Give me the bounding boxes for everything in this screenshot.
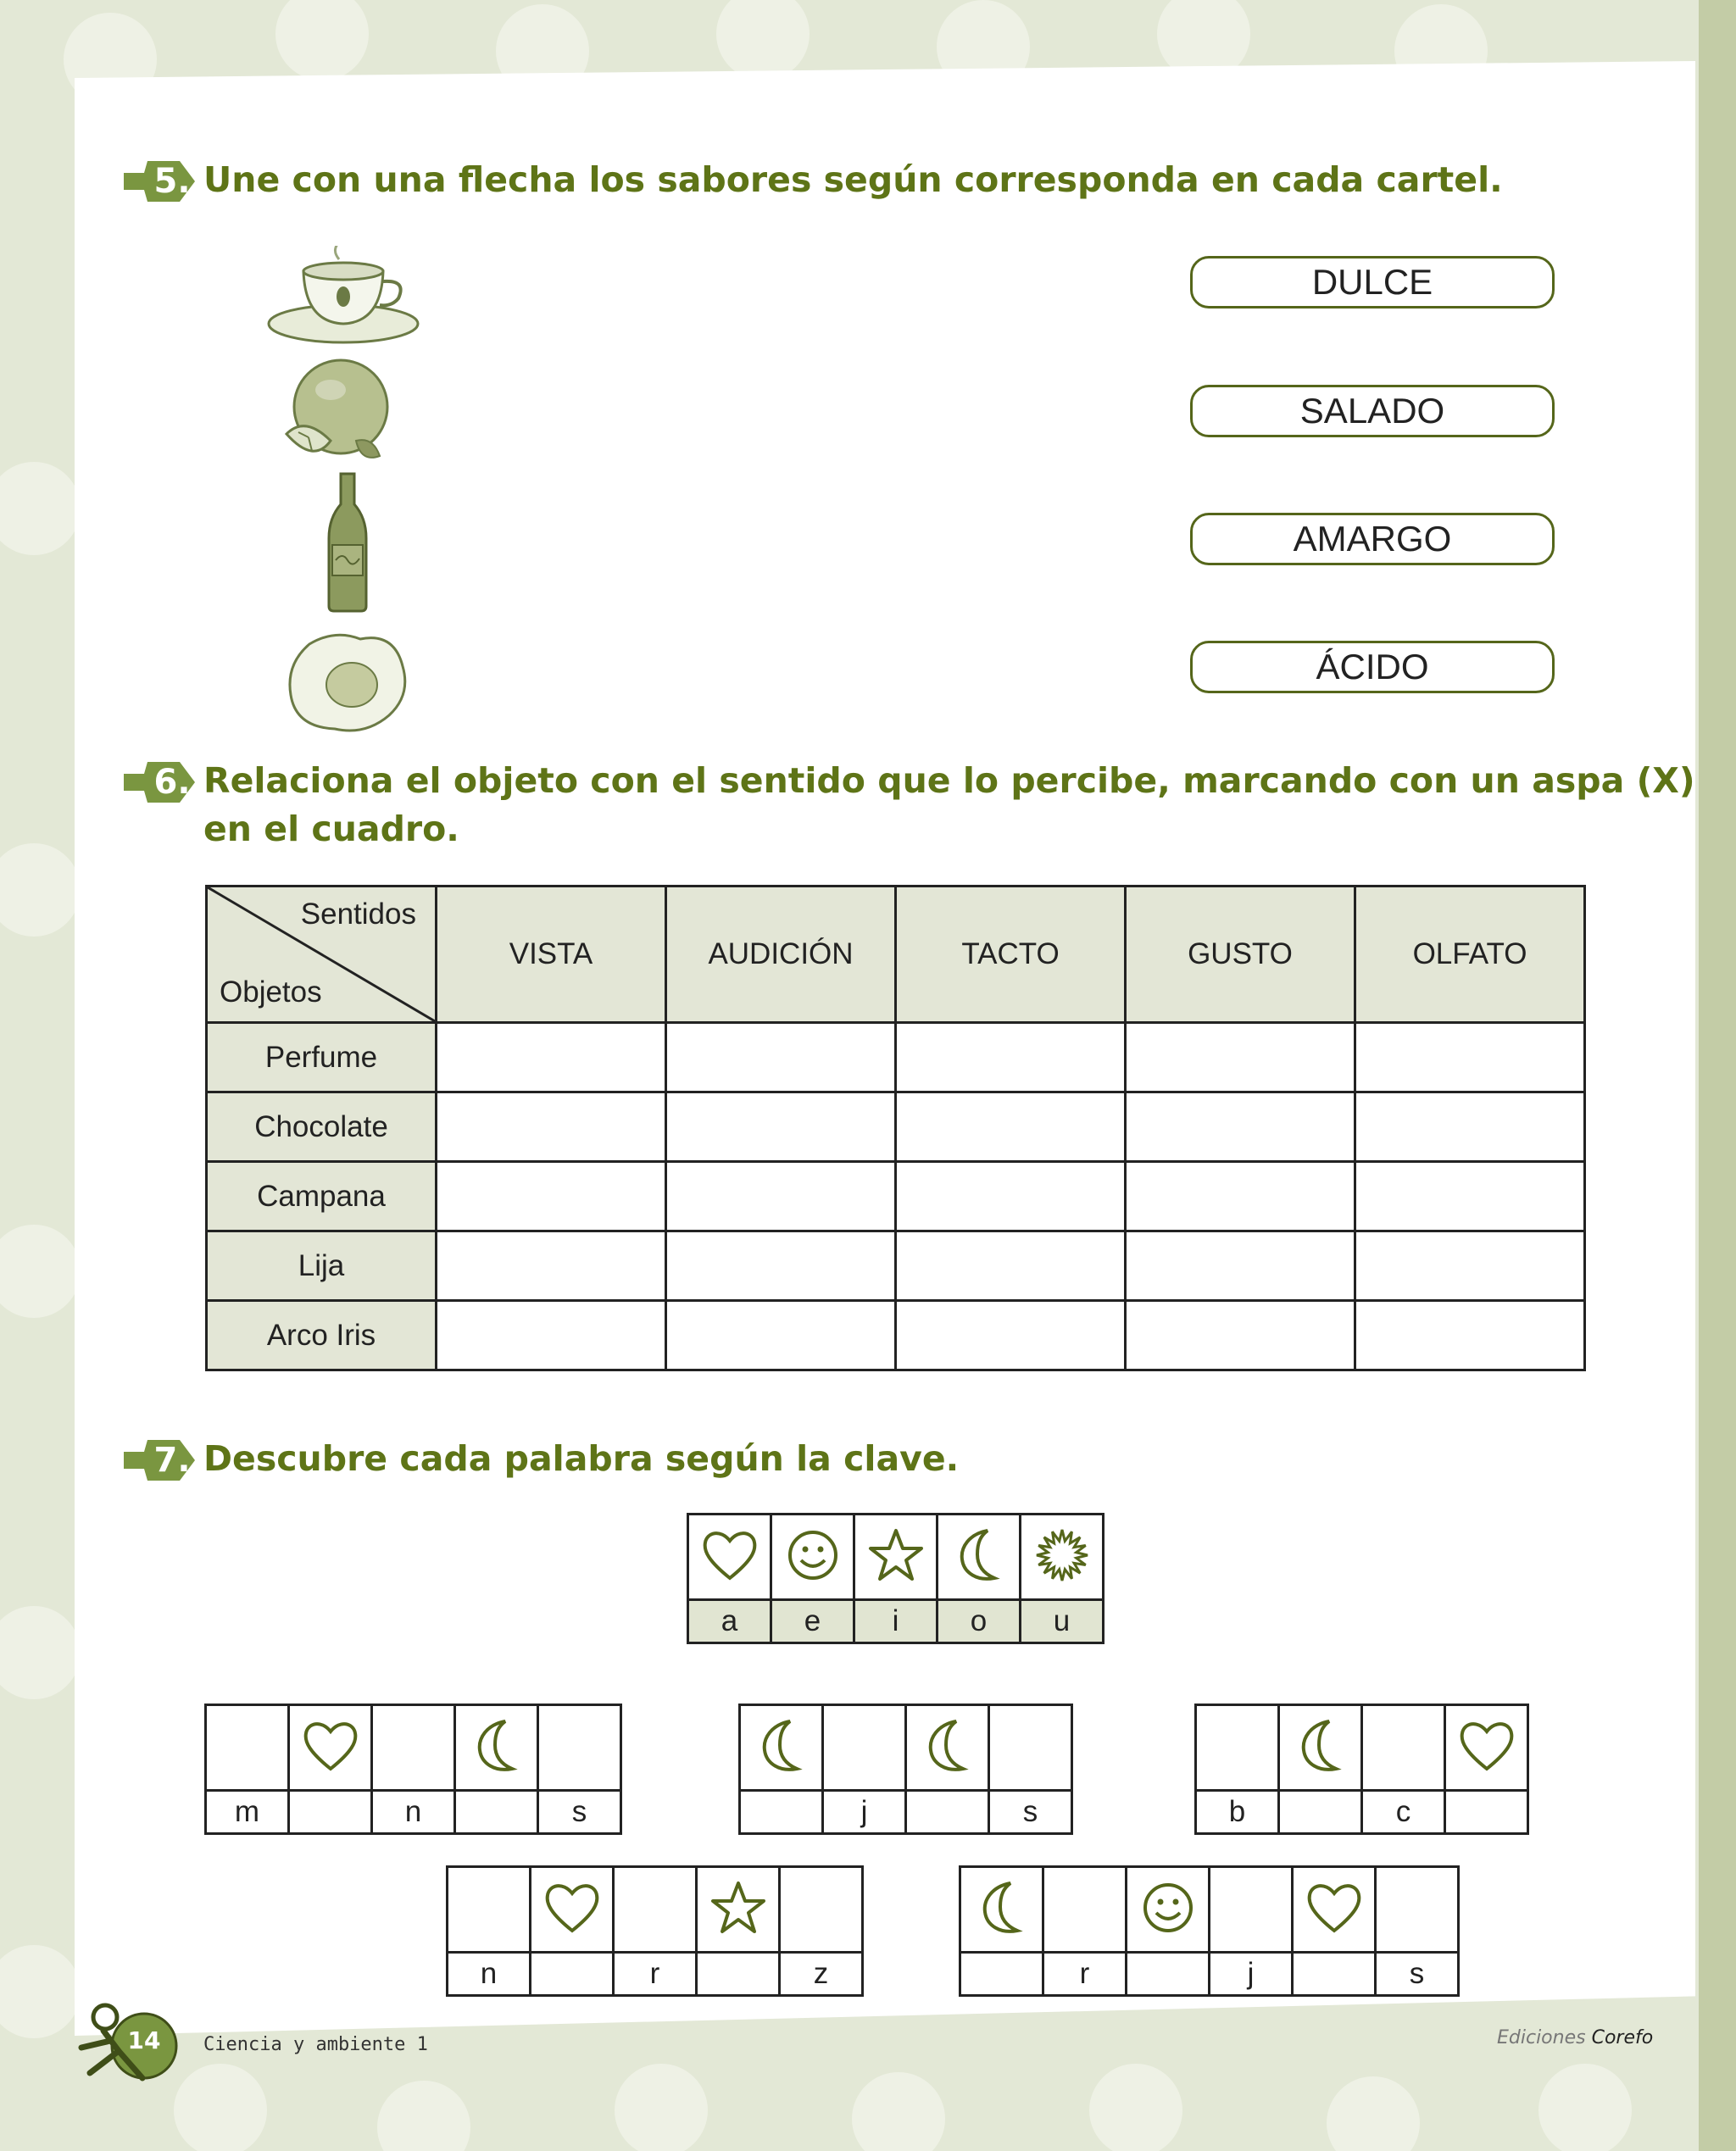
exercise-5-badge (119, 156, 200, 207)
key-letter: u (1021, 1600, 1104, 1643)
corner-senses-label: Sentidos (300, 898, 416, 931)
publisher-credit (1497, 2027, 1653, 2048)
fried-egg-icon (284, 627, 411, 737)
page-number: 14 (127, 2026, 161, 2054)
blank-letter-cell[interactable] (1127, 1953, 1210, 1996)
row-label-arco-iris: Arco Iris (207, 1301, 437, 1370)
smiley-icon (771, 1515, 854, 1600)
puzzle-letter: b (1196, 1791, 1279, 1834)
senses-table (205, 885, 1586, 1371)
heart-icon (688, 1515, 771, 1600)
heart-icon (531, 1867, 614, 1953)
puzzle-letter: r (1043, 1953, 1127, 1996)
vowel-key-table (687, 1513, 1104, 1644)
answer-cell[interactable] (1355, 1301, 1585, 1370)
table-row (207, 1023, 1585, 1092)
puzzle-letter: r (614, 1953, 697, 1996)
exercise-7-title: Descubre cada palabra según la clave. (203, 1438, 960, 1479)
key-letter: e (771, 1600, 854, 1643)
book-title: Ciencia y ambiente 1 (203, 2034, 428, 2055)
answer-cell[interactable] (666, 1231, 896, 1301)
answer-cell[interactable] (437, 1231, 666, 1301)
star-icon (697, 1867, 780, 1953)
answer-cell[interactable] (666, 1023, 896, 1092)
orange-icon (280, 356, 394, 466)
answer-cell[interactable] (896, 1231, 1126, 1301)
row-label-chocolate: Chocolate (207, 1092, 437, 1162)
blank-letter-cell[interactable] (960, 1953, 1043, 1996)
exercise-6-title-line2: en el cuadro. (203, 809, 459, 849)
answer-cell[interactable] (666, 1092, 896, 1162)
word-puzzle-4 (446, 1865, 864, 1997)
heart-icon (1445, 1705, 1528, 1791)
answer-cell[interactable] (437, 1301, 666, 1370)
row-label-lija: Lija (207, 1231, 437, 1301)
row-label-campana: Campana (207, 1162, 437, 1231)
blank-letter-cell[interactable] (1279, 1791, 1362, 1834)
moon-icon (938, 1515, 1021, 1600)
row-label-perfume: Perfume (207, 1023, 437, 1092)
word-puzzle-1 (204, 1704, 622, 1835)
blank-letter-cell[interactable] (1293, 1953, 1376, 1996)
answer-cell[interactable] (1126, 1092, 1355, 1162)
key-letter: i (854, 1600, 938, 1643)
empty-symbol-cell[interactable] (206, 1705, 289, 1791)
empty-symbol-cell[interactable] (1362, 1705, 1445, 1791)
puzzle-letter: j (823, 1791, 906, 1834)
empty-symbol-cell[interactable] (614, 1867, 697, 1953)
taste-label-acido[interactable]: ÁCIDO (1190, 641, 1555, 693)
answer-cell[interactable] (437, 1092, 666, 1162)
moon-icon (455, 1705, 538, 1791)
empty-symbol-cell[interactable] (1043, 1867, 1127, 1953)
key-letter: a (688, 1600, 771, 1643)
blank-letter-cell[interactable] (697, 1953, 780, 1996)
column-header-tacto: TACTO (896, 887, 1126, 1023)
word-puzzle-2 (738, 1704, 1073, 1835)
empty-symbol-cell[interactable] (780, 1867, 863, 1953)
corner-objects-label: Objetos (220, 975, 322, 1009)
puzzle-letter: n (448, 1953, 531, 1996)
taste-label-amargo[interactable]: AMARGO (1190, 513, 1555, 565)
column-header-vista: VISTA (437, 887, 666, 1023)
moon-icon (960, 1867, 1043, 1953)
answer-cell[interactable] (1126, 1162, 1355, 1231)
exercise-6-badge (119, 757, 200, 808)
answer-cell[interactable] (1126, 1231, 1355, 1301)
column-header-gusto: GUSTO (1126, 887, 1355, 1023)
puzzle-letter: m (206, 1791, 289, 1834)
sun-icon (1021, 1515, 1104, 1600)
answer-cell[interactable] (1126, 1023, 1355, 1092)
blank-letter-cell[interactable] (289, 1791, 372, 1834)
moon-icon (906, 1705, 989, 1791)
empty-symbol-cell[interactable] (1196, 1705, 1279, 1791)
moon-icon (740, 1705, 823, 1791)
taste-label-salado[interactable]: SALADO (1190, 385, 1555, 437)
puzzle-letter: n (372, 1791, 455, 1834)
empty-symbol-cell[interactable] (448, 1867, 531, 1953)
moon-icon (1279, 1705, 1362, 1791)
answer-cell[interactable] (666, 1301, 896, 1370)
blank-letter-cell[interactable] (906, 1791, 989, 1834)
exercise-5-title: Une con una flecha los sabores según corresponda en cada cartel. (203, 159, 1503, 200)
taste-label-dulce[interactable]: DULCE (1190, 256, 1555, 308)
key-letter: o (938, 1600, 1021, 1643)
coffee-cup-icon (263, 246, 424, 347)
word-puzzle-3 (1194, 1704, 1529, 1835)
answer-cell[interactable] (896, 1162, 1126, 1231)
puzzle-letter: c (1362, 1791, 1445, 1834)
column-header-olfato: OLFATO (1355, 887, 1585, 1023)
puzzle-letter: s (538, 1791, 621, 1834)
answer-cell[interactable] (1355, 1162, 1585, 1231)
soda-bottle-icon (322, 470, 373, 614)
column-header-audicion: AUDICIÓN (666, 887, 896, 1023)
table-row (207, 1301, 1585, 1370)
empty-symbol-cell[interactable] (989, 1705, 1072, 1791)
answer-cell[interactable] (896, 1023, 1126, 1092)
smiley-icon (1127, 1867, 1210, 1953)
puzzle-letter: s (989, 1791, 1072, 1834)
word-puzzle-5 (959, 1865, 1460, 1997)
table-corner-header (207, 887, 437, 1023)
blank-letter-cell[interactable] (1445, 1791, 1528, 1834)
answer-cell[interactable] (666, 1162, 896, 1231)
star-icon (854, 1515, 938, 1600)
answer-cell[interactable] (896, 1092, 1126, 1162)
puzzle-letter: s (1376, 1953, 1459, 1996)
exercise-number: 7. (153, 1441, 191, 1480)
answer-cell[interactable] (1355, 1023, 1585, 1092)
heart-icon (289, 1705, 372, 1791)
answer-cell[interactable] (896, 1301, 1126, 1370)
empty-symbol-cell[interactable] (1376, 1867, 1459, 1953)
publisher-prefix: Ediciones (1497, 2027, 1586, 2048)
exercise-6-title-line1: Relaciona el objeto con el sentido que lo percibe, marcando con un aspa (X) (203, 760, 1695, 801)
blank-letter-cell[interactable] (740, 1791, 823, 1834)
empty-symbol-cell[interactable] (538, 1705, 621, 1791)
empty-symbol-cell[interactable] (823, 1705, 906, 1791)
side-strip (1699, 0, 1736, 2151)
publisher-name: Corefo (1591, 2027, 1654, 2048)
puzzle-letter: z (780, 1953, 863, 1996)
heart-icon (1293, 1867, 1376, 1953)
exercise-7-badge (119, 1435, 200, 1486)
empty-symbol-cell[interactable] (1210, 1867, 1293, 1953)
table-row (207, 1162, 1585, 1231)
answer-cell[interactable] (1355, 1231, 1585, 1301)
table-row (207, 1092, 1585, 1162)
answer-cell[interactable] (1355, 1092, 1585, 1162)
puzzle-letter: j (1210, 1953, 1293, 1996)
answer-cell[interactable] (437, 1162, 666, 1231)
table-row (207, 1231, 1585, 1301)
answer-cell[interactable] (1126, 1301, 1355, 1370)
exercise-number: 5. (153, 162, 191, 201)
answer-cell[interactable] (437, 1023, 666, 1092)
exercise-number: 6. (153, 763, 191, 802)
blank-letter-cell[interactable] (455, 1791, 538, 1834)
empty-symbol-cell[interactable] (372, 1705, 455, 1791)
blank-letter-cell[interactable] (531, 1953, 614, 1996)
